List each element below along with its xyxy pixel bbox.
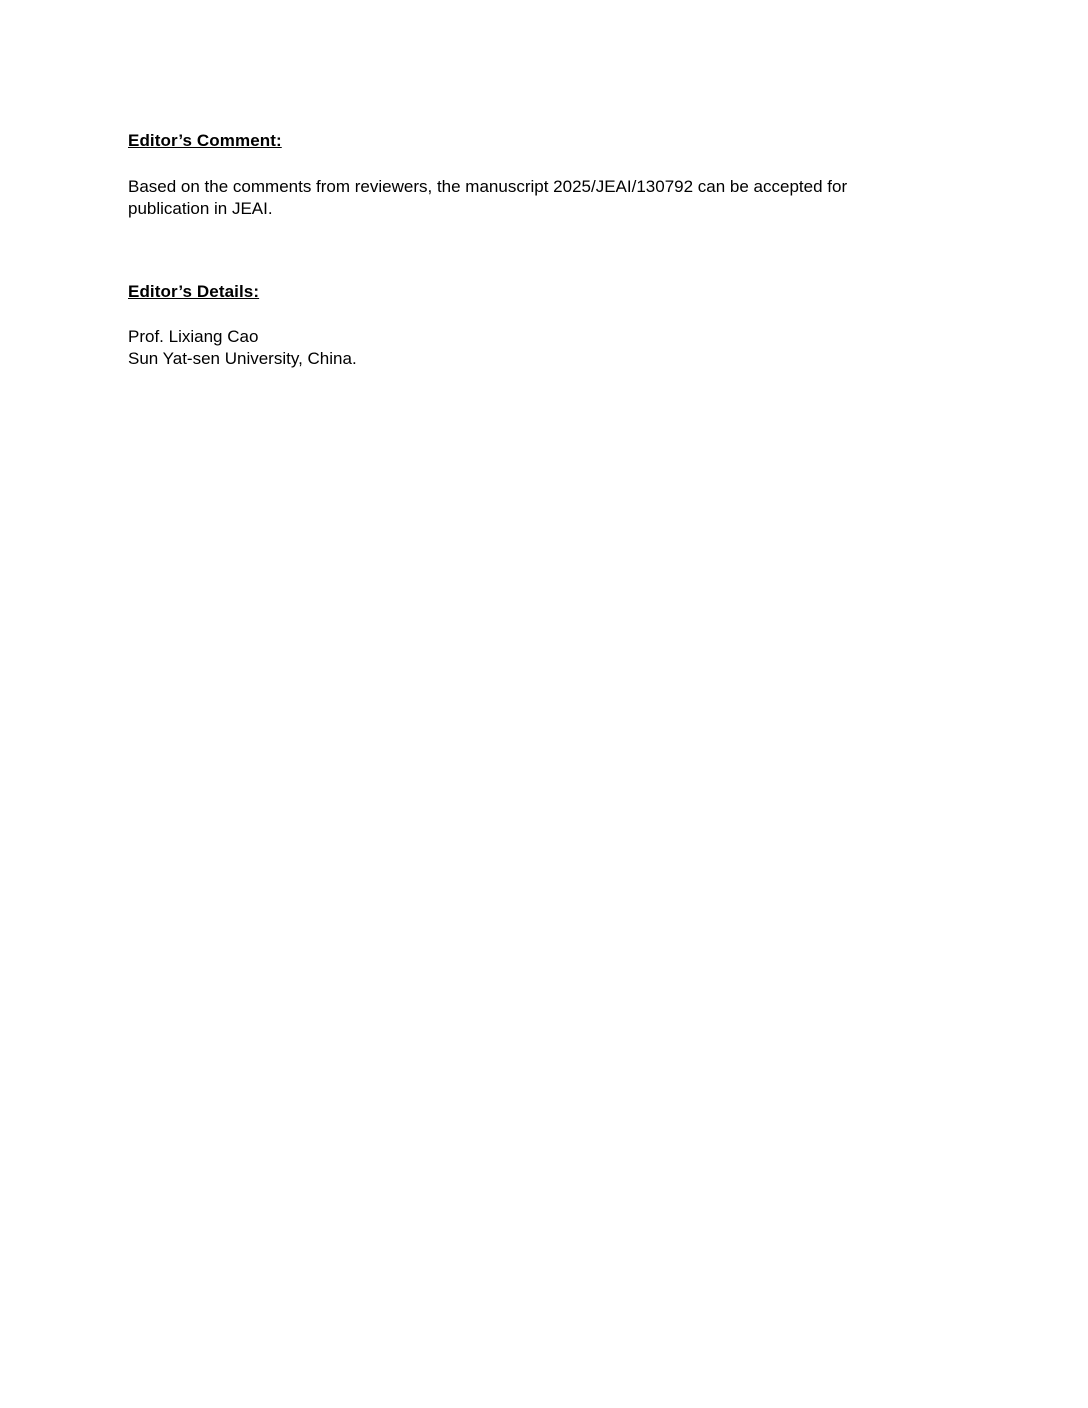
editor-affiliation: Sun Yat-sen University, China. bbox=[128, 349, 357, 368]
editor-name: Prof. Lixiang Cao bbox=[128, 327, 259, 346]
editors-comment-body: Based on the comments from reviewers, the manuscript 2025/JEAI/130792 can be accepted for publication in JEAI. bbox=[128, 177, 848, 218]
editors-comment-heading: Editor’s Comment: bbox=[128, 131, 282, 150]
editors-details-heading: Editor’s Details: bbox=[128, 282, 260, 301]
editors-details-block bbox=[128, 326, 908, 370]
